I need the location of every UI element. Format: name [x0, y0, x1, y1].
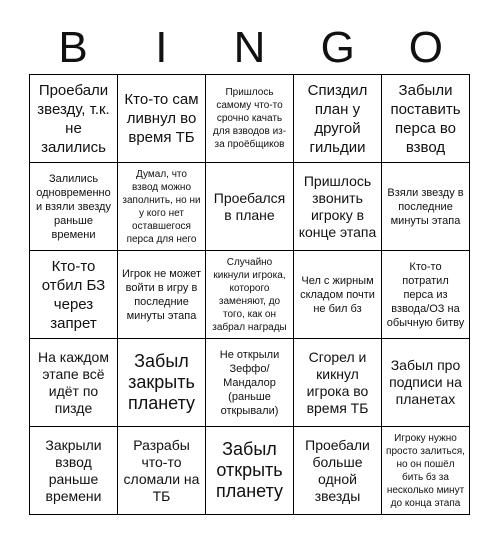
bingo-cell[interactable]: [294, 251, 382, 339]
bingo-cell[interactable]: [294, 427, 382, 515]
cell-text: Игрок не может войти в игру в последние минуты этапа: [122, 267, 201, 322]
bingo-cell[interactable]: [118, 75, 206, 163]
cell-text: Думал, что взвод можно заполнить, но ни у кого нет оставшегося перса для него: [122, 168, 201, 245]
cell-text: Проебали больше одной звезды: [305, 436, 370, 504]
header-letter-b: B: [58, 23, 88, 72]
bingo-cell[interactable]: [206, 163, 294, 251]
bingo-cell[interactable]: [118, 251, 206, 339]
cell-text: Не открыли Зеффо/ Мандалор (раньше открывали): [219, 348, 280, 417]
bingo-cell[interactable]: [382, 427, 470, 515]
bingo-cell[interactable]: [206, 339, 294, 427]
bingo-cell[interactable]: [294, 75, 382, 163]
bingo-cell[interactable]: [206, 251, 294, 339]
bingo-cell[interactable]: [118, 427, 206, 515]
bingo-cell[interactable]: [30, 427, 118, 515]
cell-text: Взяли звезду в последние минуты этапа: [387, 186, 464, 227]
cell-text: Залились одновременно и взяли звезду раньше времени: [36, 172, 111, 241]
cell-text: Кто-то отбил БЗ через запрет: [41, 257, 106, 332]
cell-text: Кто-то сам ливнул во время ТБ: [124, 91, 199, 146]
cell-text: Случайно кикнули игрока, которого заменяют, до того, как он забрал награды: [212, 256, 287, 333]
bingo-cell[interactable]: [30, 251, 118, 339]
bingo-cell[interactable]: [118, 339, 206, 427]
bingo-cell[interactable]: [382, 339, 470, 427]
cell-text: Закрыли взвод раньше времени: [45, 436, 102, 504]
bingo-header: [29, 22, 470, 74]
cell-text: На каждом этапе всё идёт по пизде: [38, 348, 109, 416]
cell-text: Пришлось самому что-то срочно качать для взводов из-за проёбщиков: [212, 87, 287, 150]
cell-text: Кто-то потратил перса из взвода/ОЗ на обычную битву: [386, 260, 465, 329]
header-letter-o: O: [408, 23, 444, 72]
cell-text: Забыл про подписи на планетах: [389, 357, 462, 407]
cell-text: Чел с жирным складом почти не бил бз: [300, 274, 375, 315]
bingo-cell[interactable]: [118, 163, 206, 251]
cell-text: Игроку нужно просто залиться, но он пошёл бить бз за несколько минут до конца этапа: [386, 432, 465, 509]
header-letter-n: N: [233, 23, 266, 72]
bingo-cell[interactable]: [294, 163, 382, 251]
header-letter-i: I: [155, 23, 168, 72]
bingo-cell[interactable]: [382, 251, 470, 339]
bingo-cell[interactable]: [30, 339, 118, 427]
bingo-grid: [29, 74, 470, 515]
cell-text: Проебался в плане: [213, 189, 286, 223]
cell-text: Спиздил план у другой гильдии: [307, 81, 368, 156]
cell-text: Забыл закрыть планету: [127, 351, 196, 413]
bingo-cell[interactable]: [382, 163, 470, 251]
bingo-cell[interactable]: [30, 163, 118, 251]
bingo-cell[interactable]: [206, 427, 294, 515]
cell-text: Забыл открыть планету: [215, 439, 284, 501]
bingo-cell[interactable]: [30, 75, 118, 163]
cell-text: Пришлось звонить игроку в конце этапа: [298, 172, 377, 240]
cell-text: Сгорел и кикнул игрока во время ТБ: [306, 348, 369, 416]
bingo-cell[interactable]: [294, 339, 382, 427]
cell-text: Забыли поставить перса во взвод: [390, 81, 461, 156]
cell-text: Проебали звезду, т.к. не залились: [37, 81, 110, 156]
bingo-cell[interactable]: [382, 75, 470, 163]
bingo-cell[interactable]: [206, 75, 294, 163]
header-letter-g: G: [320, 23, 355, 72]
cell-text: Разрабы что-то сломали на ТБ: [123, 436, 200, 504]
